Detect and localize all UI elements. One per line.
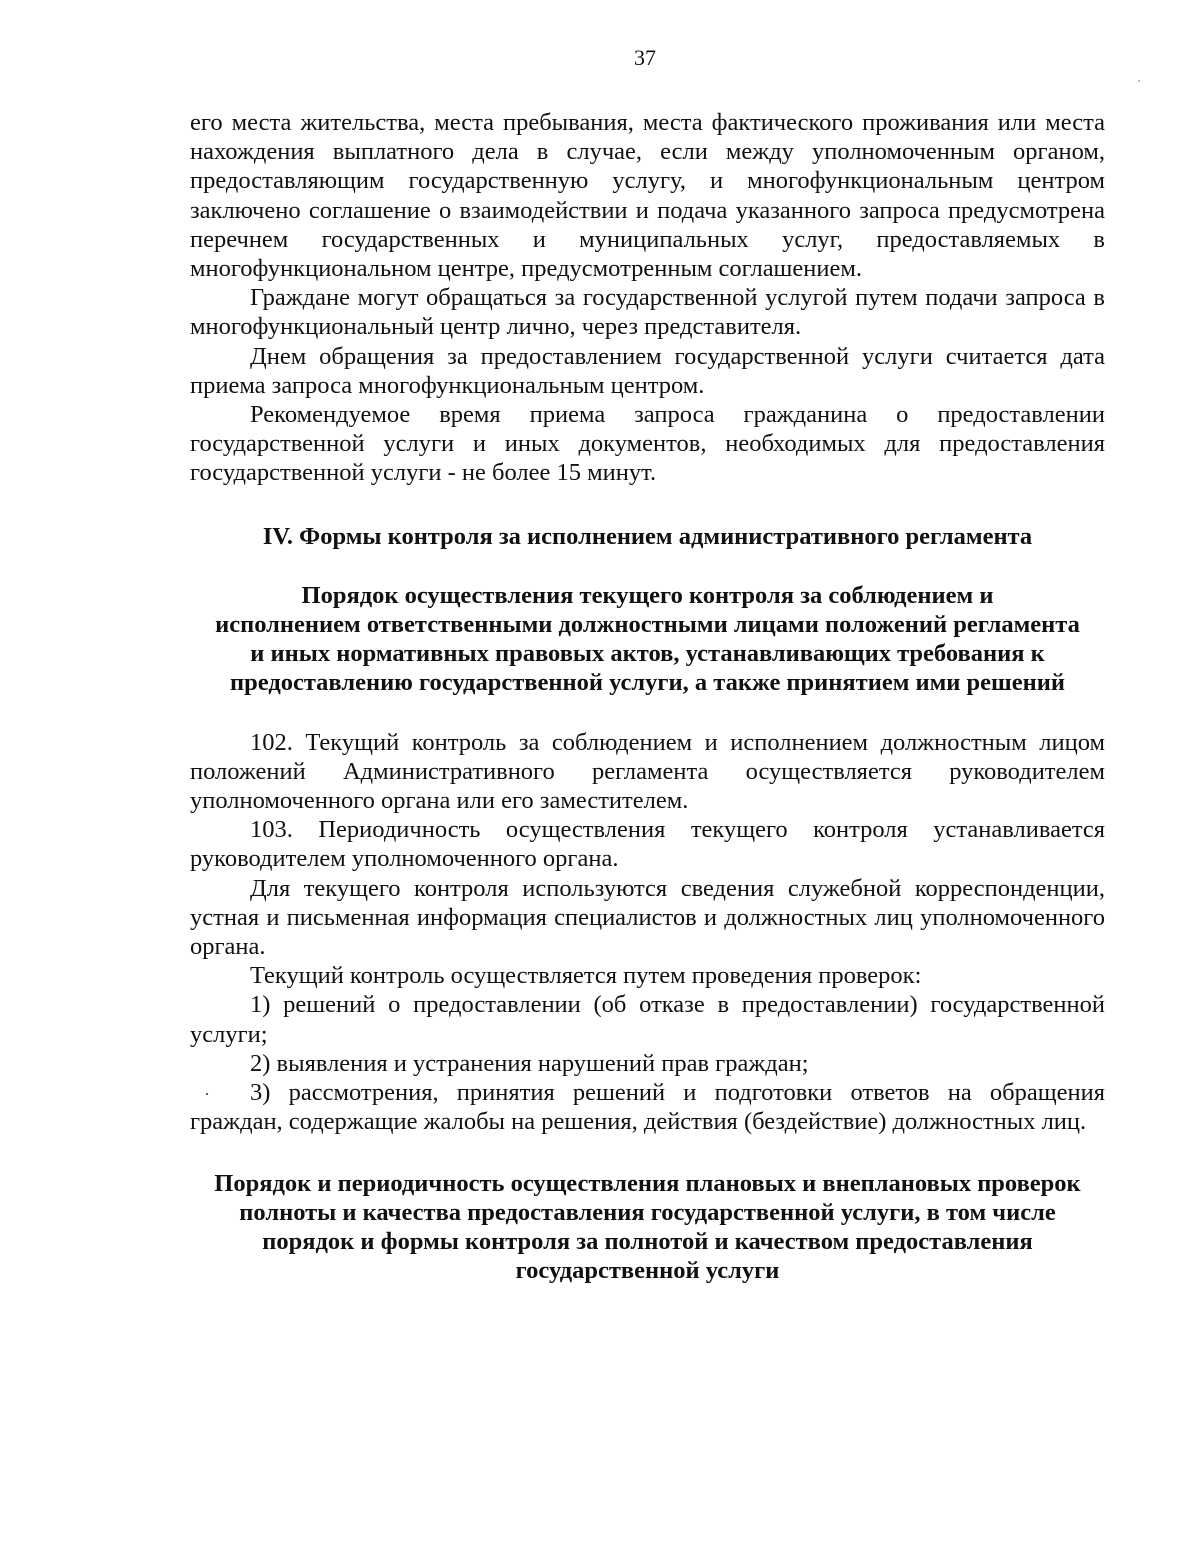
paragraph-citizens-apply: Граждане могут обращаться за государственной услугой путем подачи запроса в многофункциональный центр лично, через представителя. <box>190 284 1105 341</box>
spacer <box>190 488 1105 522</box>
subheading-line: Порядок осуществления текущего контроля за соблюдением и <box>301 581 994 609</box>
scan-speck <box>1138 80 1140 82</box>
subheading-line: полноты и качества предоставления государственной услуги, в том числе <box>239 1198 1056 1226</box>
document-body <box>190 108 1105 1285</box>
list-item-3: 3) рассмотрения, принятия решений и подготовки ответов на обращения граждан, содержащие жалобы на решения, действия (бездействие) должностных лиц. <box>190 1079 1105 1136</box>
subheading-line: порядок и формы контроля за полнотой и качеством предоставления <box>262 1227 1033 1255</box>
section-heading: IV. Формы контроля за исполнением административного регламента <box>262 522 1033 550</box>
paragraph-102: 102. Текущий контроль за соблюдением и исполнением должностным лицом положений Административного регламента осуществляется руководителем уполномоченного органа или его заместителем. <box>190 728 1105 815</box>
subheading-line: исполнением ответственными должностными лицами положений регламента <box>215 611 1080 639</box>
paragraph-checks-intro: Текущий контроль осуществляется путем проведения проверок: <box>250 962 922 990</box>
page-number: 37 <box>634 45 656 70</box>
paragraph-recommended-time: Рекомендуемое время приема запроса гражданина о предоставлении государственной услуги и иных документов, необходимых для предоставления государственной услуги - не более 15 минут. <box>190 401 1105 487</box>
paragraph-sources: Для текущего контроля используются сведения служебной корреспонденции, устная и письменная информация специалистов и должностных лиц уполномоченного органа. <box>190 874 1105 961</box>
spacer <box>190 551 1105 581</box>
paragraph-continuation: его места жительства, места пребывания, места фактического проживания или места нахождения выплатного дела в случае, если между уполномоченным органом, предоставляющим государственную услугу, и многофункциональным центром заключено соглашение о взаимодействии и подача указанного запроса предусмотрена перечнем государственных и муниципальных услуг, предоставляемых в многофункциональном центре, предусмотренным соглашением. <box>190 109 1105 283</box>
subheading-planned-checks <box>190 1169 1105 1286</box>
subheading-line: предоставлению государственной услуги, а также принятием ими решений <box>230 669 1065 697</box>
paragraph-103: 103. Периодичность осуществления текущего контроля устанавливается руководителем уполномоченного органа. <box>190 816 1105 873</box>
list-item-2: 2) выявления и устранения нарушений прав граждан; <box>250 1049 809 1077</box>
paragraph-application-date: Днем обращения за предоставлением государственной услуги считается дата приема запроса многофункциональным центром. <box>190 342 1105 399</box>
stray-mark: · <box>204 1084 210 1104</box>
subheading-line: и иных нормативных правовых актов, устанавливающих требования к <box>250 640 1045 668</box>
subheading-line: государственной услуги <box>515 1257 780 1285</box>
spacer <box>190 698 1105 728</box>
subheading-current-control <box>190 581 1105 698</box>
subheading-line: Порядок и периодичность осуществления плановых и внеплановых проверок <box>214 1169 1081 1197</box>
spacer <box>190 1137 1105 1169</box>
list-item-1: 1) решений о предоставлении (об отказе в предоставлении) государственной услуги; <box>190 991 1105 1048</box>
